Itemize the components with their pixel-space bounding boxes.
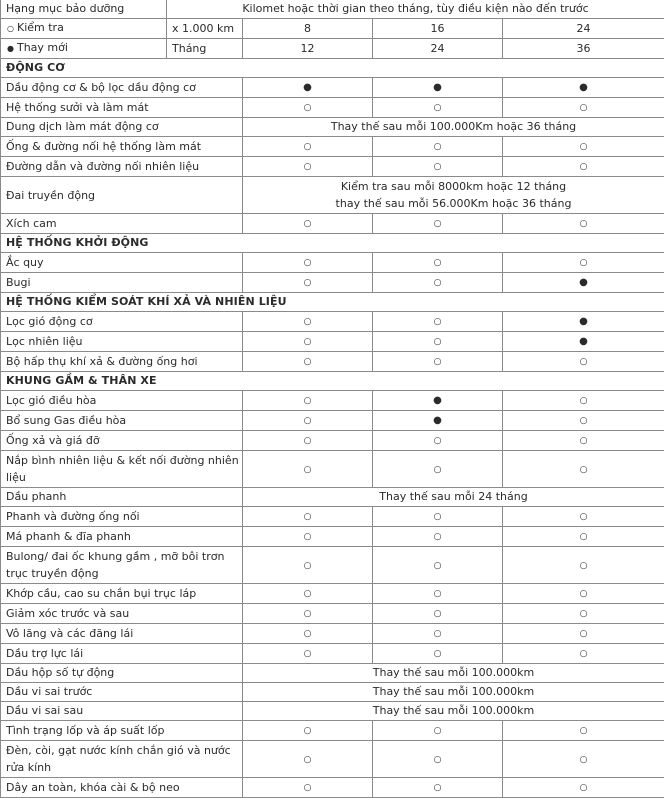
service-cell <box>243 721 373 741</box>
item-label: Vô lăng và các đăng lái <box>1 624 243 644</box>
service-cell <box>243 253 373 273</box>
check-circle-icon: ○ <box>580 465 588 475</box>
table-row <box>1 584 664 604</box>
km-unit: x 1.000 km <box>167 19 243 39</box>
interval-note-line: Thay thế sau mỗi 100.000km <box>243 702 664 720</box>
check-circle-icon: ○ <box>434 142 442 152</box>
km-value: 24 <box>503 19 664 39</box>
service-cell <box>373 584 503 604</box>
check-circle-icon: ○ <box>434 629 442 639</box>
service-cell <box>503 604 664 624</box>
check-circle-icon: ○ <box>580 396 588 406</box>
replace-dot-icon: ● <box>579 336 588 347</box>
interval-note: Kilomet hoặc thời gian theo tháng, tùy điều kiện nào đến trước <box>167 0 664 19</box>
table-row <box>1 527 664 547</box>
service-cell <box>503 547 664 584</box>
month-value: 24 <box>373 39 503 59</box>
service-cell <box>373 778 503 798</box>
item-label: Nắp bình nhiên liệu & kết nối đường nhiên liệu <box>1 451 243 488</box>
check-circle-icon: ○ <box>304 142 312 152</box>
item-label: Ống & đường nối hệ thống làm mát <box>1 137 243 157</box>
item-label: Lọc gió điều hòa <box>1 391 243 411</box>
service-cell <box>503 451 664 488</box>
check-circle-icon: ○ <box>580 416 588 426</box>
service-cell <box>503 78 664 98</box>
table-row <box>1 98 664 118</box>
table-row <box>1 604 664 624</box>
check-circle-icon: ○ <box>304 465 312 475</box>
service-cell <box>503 214 664 234</box>
interval-note-cell <box>243 118 664 137</box>
month-unit: Tháng <box>167 39 243 59</box>
filled-dot-icon: ● <box>7 44 14 53</box>
check-circle-icon: ○ <box>304 219 312 229</box>
check-circle-icon: ○ <box>580 357 588 367</box>
check-circle-icon: ○ <box>304 337 312 347</box>
section-title: HỆ THỐNG KIỂM SOÁT KHÍ XẢ VÀ NHIÊN LIỆU <box>1 293 664 312</box>
check-circle-icon: ○ <box>304 258 312 268</box>
legend-replace <box>1 39 167 59</box>
table-row <box>1 214 664 234</box>
check-circle-icon: ○ <box>304 103 312 113</box>
service-cell <box>503 624 664 644</box>
check-circle-icon: ○ <box>580 532 588 542</box>
service-cell <box>373 332 503 352</box>
check-circle-icon: ○ <box>304 532 312 542</box>
header-row-month <box>1 39 664 59</box>
item-label: Ắc quy <box>1 253 243 273</box>
check-circle-icon: ○ <box>434 512 442 522</box>
legend-check <box>1 19 167 39</box>
service-cell <box>503 352 664 372</box>
table-row <box>1 78 664 98</box>
service-cell <box>503 721 664 741</box>
service-cell <box>373 624 503 644</box>
interval-note-cell <box>243 664 664 683</box>
item-label: Đai truyền động <box>1 177 243 214</box>
item-label: Bộ hấp thụ khí xả & đường ống hơi <box>1 352 243 372</box>
service-cell <box>503 411 664 431</box>
check-circle-icon: ○ <box>580 162 588 172</box>
interval-note-cell <box>243 177 664 214</box>
service-cell <box>373 352 503 372</box>
check-circle-icon: ○ <box>304 609 312 619</box>
service-cell <box>373 644 503 664</box>
service-cell <box>243 214 373 234</box>
service-cell <box>373 98 503 118</box>
service-cell <box>243 157 373 177</box>
section-row <box>1 372 664 391</box>
check-circle-icon: ○ <box>580 589 588 599</box>
interval-note-cell <box>243 702 664 721</box>
item-label: Ống xả và giá đỡ <box>1 431 243 451</box>
service-cell <box>373 721 503 741</box>
item-label: Lọc nhiên liệu <box>1 332 243 352</box>
service-cell <box>243 391 373 411</box>
check-circle-icon: ○ <box>580 219 588 229</box>
table-row <box>1 253 664 273</box>
service-cell <box>243 451 373 488</box>
replace-dot-icon: ● <box>433 82 442 93</box>
service-cell <box>243 312 373 332</box>
km-value: 16 <box>373 19 503 39</box>
interval-note-cell <box>243 488 664 507</box>
service-cell <box>503 98 664 118</box>
check-circle-icon: ○ <box>434 337 442 347</box>
check-circle-icon: ○ <box>434 783 442 793</box>
item-label: Bổ sung Gas điều hòa <box>1 411 243 431</box>
table-row <box>1 507 664 527</box>
item-label: Dung dịch làm mát động cơ <box>1 118 243 137</box>
service-cell <box>373 451 503 488</box>
service-cell <box>243 273 373 293</box>
service-cell <box>503 507 664 527</box>
service-cell <box>503 273 664 293</box>
item-label: Phanh và đường ống nối <box>1 507 243 527</box>
check-circle-icon: ○ <box>304 561 312 571</box>
service-cell <box>243 137 373 157</box>
item-label: Má phanh & đĩa phanh <box>1 527 243 547</box>
service-cell <box>243 778 373 798</box>
service-cell <box>373 253 503 273</box>
service-cell <box>503 431 664 451</box>
item-label: Tình trạng lốp và áp suất lốp <box>1 721 243 741</box>
service-cell <box>503 312 664 332</box>
check-circle-icon: ○ <box>434 755 442 765</box>
table-row <box>1 431 664 451</box>
service-cell <box>243 507 373 527</box>
check-circle-icon: ○ <box>304 589 312 599</box>
service-cell <box>373 78 503 98</box>
service-cell <box>373 157 503 177</box>
check-circle-icon: ○ <box>434 465 442 475</box>
check-circle-icon: ○ <box>580 649 588 659</box>
service-cell <box>243 624 373 644</box>
item-label: Đèn, còi, gạt nước kính chắn gió và nước rửa kính <box>1 741 243 778</box>
month-value: 36 <box>503 39 664 59</box>
check-circle-icon: ○ <box>304 436 312 446</box>
check-circle-icon: ○ <box>304 783 312 793</box>
table-row <box>1 177 664 214</box>
interval-note-line: Thay thế sau mỗi 24 tháng <box>243 488 664 506</box>
service-cell <box>243 741 373 778</box>
header-row-title <box>1 0 664 19</box>
table-row <box>1 721 664 741</box>
service-cell <box>503 778 664 798</box>
table-row <box>1 547 664 584</box>
item-label: Đường dẫn và đường nối nhiên liệu <box>1 157 243 177</box>
item-label: Bugi <box>1 273 243 293</box>
service-cell <box>503 332 664 352</box>
interval-note-line: Thay thế sau mỗi 100.000Km hoặc 36 tháng <box>243 118 664 136</box>
table-row <box>1 273 664 293</box>
item-label: Dầu động cơ & bộ lọc dầu động cơ <box>1 78 243 98</box>
service-cell <box>373 604 503 624</box>
item-label: Khớp cầu, cao su chắn bụi trục láp <box>1 584 243 604</box>
item-label-cell: Hạng mục bảo dưỡng <box>1 0 167 19</box>
item-label: Dầu vi sai sau <box>1 702 243 721</box>
interval-note-line: thay thế sau mỗi 56.000Km hoặc 36 tháng <box>243 195 664 212</box>
service-cell <box>243 644 373 664</box>
service-cell <box>243 332 373 352</box>
table-row <box>1 778 664 798</box>
item-label: Giảm xóc trước và sau <box>1 604 243 624</box>
service-cell <box>373 214 503 234</box>
service-cell <box>503 584 664 604</box>
table-row <box>1 118 664 137</box>
interval-note-line: Kiểm tra sau mỗi 8000km hoặc 12 tháng <box>243 178 664 195</box>
section-row <box>1 293 664 312</box>
table-row <box>1 624 664 644</box>
table-row <box>1 312 664 332</box>
table-row <box>1 391 664 411</box>
check-circle-icon: ○ <box>304 357 312 367</box>
check-circle-icon: ○ <box>304 512 312 522</box>
check-circle-icon: ○ <box>580 561 588 571</box>
item-label: Hệ thống sưởi và làm mát <box>1 98 243 118</box>
month-value: 12 <box>243 39 373 59</box>
table-row <box>1 488 664 507</box>
table-row <box>1 702 664 721</box>
service-cell <box>373 137 503 157</box>
check-circle-icon: ○ <box>434 532 442 542</box>
service-cell <box>243 604 373 624</box>
check-circle-icon: ○ <box>434 649 442 659</box>
service-cell <box>373 507 503 527</box>
service-cell <box>243 584 373 604</box>
table-row <box>1 664 664 683</box>
table-row <box>1 451 664 488</box>
service-cell <box>503 391 664 411</box>
item-label: Dầu hộp số tự động <box>1 664 243 683</box>
service-cell <box>373 431 503 451</box>
check-circle-icon: ○ <box>580 258 588 268</box>
check-circle-icon: ○ <box>580 103 588 113</box>
service-cell <box>373 391 503 411</box>
item-label: Dầu vi sai trước <box>1 683 243 702</box>
service-cell <box>503 741 664 778</box>
check-circle-icon: ○ <box>434 726 442 736</box>
table-row <box>1 644 664 664</box>
replace-dot-icon: ● <box>579 316 588 327</box>
service-cell <box>243 527 373 547</box>
table-row <box>1 332 664 352</box>
service-cell <box>373 411 503 431</box>
service-cell <box>503 644 664 664</box>
service-cell <box>503 157 664 177</box>
interval-note-line: Thay thế sau mỗi 100.000km <box>243 683 664 701</box>
section-row <box>1 234 664 253</box>
check-circle-icon: ○ <box>434 103 442 113</box>
check-circle-icon: ○ <box>580 629 588 639</box>
replace-dot-icon: ● <box>433 395 442 406</box>
check-circle-icon: ○ <box>434 219 442 229</box>
section-title: KHUNG GẦM & THÂN XE <box>1 372 664 391</box>
header-row-km <box>1 19 664 39</box>
item-label: Dây an toàn, khóa cài & bộ neo <box>1 778 243 798</box>
service-cell <box>503 527 664 547</box>
check-circle-icon: ○ <box>304 416 312 426</box>
check-circle-icon: ○ <box>304 317 312 327</box>
check-circle-icon: ○ <box>580 783 588 793</box>
service-cell <box>373 312 503 332</box>
check-circle-icon: ○ <box>304 278 312 288</box>
check-circle-icon: ○ <box>304 629 312 639</box>
check-circle-icon: ○ <box>304 726 312 736</box>
service-cell <box>243 98 373 118</box>
service-cell <box>373 741 503 778</box>
table-row <box>1 411 664 431</box>
section-title: HỆ THỐNG KHỞI ĐỘNG <box>1 234 664 253</box>
table-row <box>1 157 664 177</box>
check-circle-icon: ○ <box>434 162 442 172</box>
check-circle-icon: ○ <box>580 512 588 522</box>
table-row <box>1 137 664 157</box>
table-row <box>1 352 664 372</box>
check-circle-icon: ○ <box>304 755 312 765</box>
check-circle-icon: ○ <box>304 396 312 406</box>
check-circle-icon: ○ <box>434 589 442 599</box>
check-circle-icon: ○ <box>434 561 442 571</box>
replace-dot-icon: ● <box>303 82 312 93</box>
item-label: Bulong/ đai ốc khung gầm , mỡ bôi trơn trục truyền động <box>1 547 243 584</box>
service-cell <box>243 78 373 98</box>
service-cell <box>243 352 373 372</box>
service-cell <box>243 411 373 431</box>
replace-dot-icon: ● <box>433 415 442 426</box>
check-circle-icon: ○ <box>434 357 442 367</box>
replace-dot-icon: ● <box>579 277 588 288</box>
legend-replace-label: Thay mới <box>17 41 68 54</box>
check-circle-icon: ○ <box>580 726 588 736</box>
item-label: Dầu trợ lực lái <box>1 644 243 664</box>
check-circle-icon: ○ <box>580 142 588 152</box>
interval-note-cell <box>243 683 664 702</box>
item-label: Xích cam <box>1 214 243 234</box>
service-cell <box>503 137 664 157</box>
check-circle-icon: ○ <box>434 609 442 619</box>
service-cell <box>373 547 503 584</box>
check-circle-icon: ○ <box>580 609 588 619</box>
check-circle-icon: ○ <box>304 649 312 659</box>
check-circle-icon: ○ <box>580 436 588 446</box>
table-row <box>1 683 664 702</box>
service-cell <box>503 253 664 273</box>
table-row <box>1 741 664 778</box>
service-cell <box>243 547 373 584</box>
interval-note-line: Thay thế sau mỗi 100.000km <box>243 664 664 682</box>
km-value: 8 <box>243 19 373 39</box>
service-cell <box>373 273 503 293</box>
item-label: Lọc gió động cơ <box>1 312 243 332</box>
section-row <box>1 59 664 78</box>
service-cell <box>373 527 503 547</box>
item-label: Dầu phanh <box>1 488 243 507</box>
check-circle-icon: ○ <box>580 755 588 765</box>
check-circle-icon: ○ <box>434 436 442 446</box>
replace-dot-icon: ● <box>579 82 588 93</box>
service-cell <box>243 431 373 451</box>
check-circle-icon: ○ <box>304 162 312 172</box>
section-title: ĐỘNG CƠ <box>1 59 664 78</box>
check-circle-icon: ○ <box>434 258 442 268</box>
check-circle-icon: ○ <box>7 24 14 33</box>
legend-check-label: Kiểm tra <box>17 21 64 34</box>
check-circle-icon: ○ <box>434 317 442 327</box>
check-circle-icon: ○ <box>434 278 442 288</box>
